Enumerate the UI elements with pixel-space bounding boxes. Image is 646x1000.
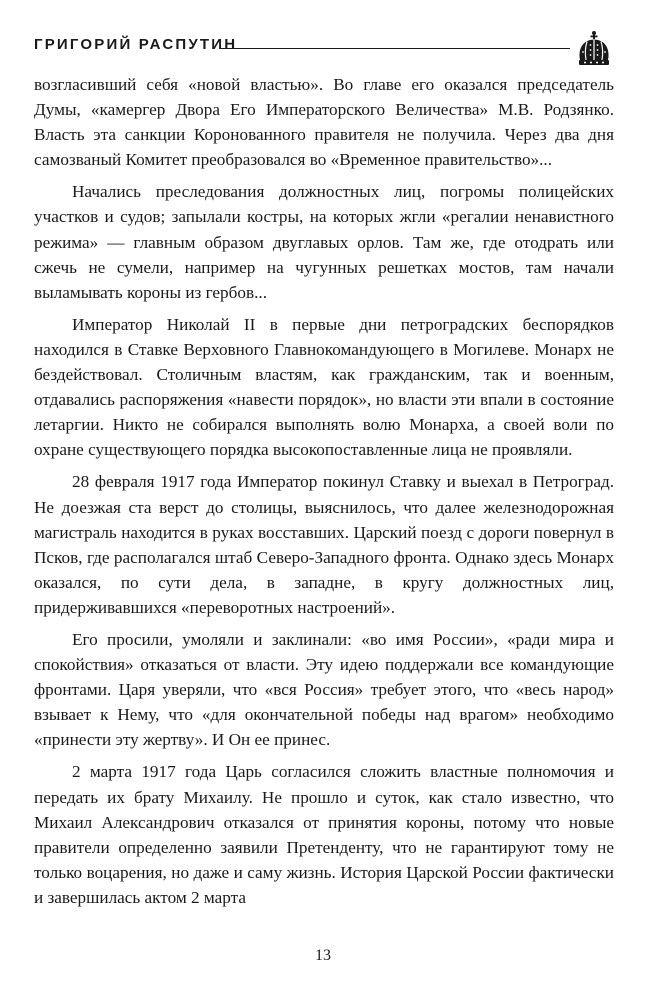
paragraph-6: 2 марта 1917 года Царь согласился сложить властные полномочия и передать их брату Михаилу. Не прошло и суток, как стало известно, что Михаил Александрович отказался от принятия короны, потому что новые правители определенно заявили Претенденту, что не гарантируют тому не только воцарения, но даже и саму жизнь. История Царской России фактически и завершилась актом 2 марта bbox=[34, 762, 614, 907]
body-text bbox=[34, 72, 614, 917]
paragraph-4: 28 февраля 1917 года Император покинул Ставку и выехал в Петроград. Не доезжая ста верст до столицы, выяснилось, что далее железнодорожная магистраль находится в руках восставших. Царский поезд с дороги повернул в Псков, где располагался штаб Северо-Западного фронта. Однако здесь Монарх оказался, по сути дела, в западне, в кругу должностных лиц, придерживавшихся «переворотных настроений». bbox=[34, 472, 614, 617]
running-header bbox=[34, 30, 614, 74]
paragraph-1: возгласивший себя «новой властью». Во главе его оказался председатель Думы, «камергер Двора Его Императорского Величества» М.В. Родзянко. Власть эта санкции Коронованного правителя не получила. Через два дня самозваный Комитет преобразовался во «Временное правительство»... bbox=[34, 75, 614, 170]
page-number: 13 bbox=[315, 947, 331, 964]
crown-icon bbox=[576, 30, 612, 70]
paragraph-2: Начались преследования должностных лиц, погромы полицейских участков и судов; запылали костры, на которых жгли «регалии ненавистного режима» — главным образом двуглавых орлов. Там же, где отодрать или сжечь не сумели, например на чугунных решетках мостов, там начали выламывать короны из гербов... bbox=[34, 182, 614, 302]
header-rule bbox=[220, 48, 570, 49]
running-header-title: ГРИГОРИЙ РАСПУТИН bbox=[34, 36, 238, 53]
paragraph-3: Император Николай II в первые дни петроградских беспорядков находился в Ставке Верховного Главнокомандующего в Могилеве. Монарх не бездействовал. Столичным властям, как гражданским, так и военным, отдавались распоряжения «навести порядок», но власти эти впали в состояние летаргии. Никто не собирался выполнять волю Монарха, а своей воли по охране существующего порядка высокопоставленные лица не проявляли. bbox=[34, 314, 614, 460]
paragraph-5: Его просили, умоляли и заклинали: «во имя России», «ради мира и спокойствия» отказаться от власти. Эту идею поддержали все командующие фронтами. Царя уверяли, что «вся Россия» требует этого, что «весь народ» взывает к Нему, что «для окончательной победы над врагом» необходимо «принести эту жертву». И Он ее принес. bbox=[34, 629, 614, 750]
